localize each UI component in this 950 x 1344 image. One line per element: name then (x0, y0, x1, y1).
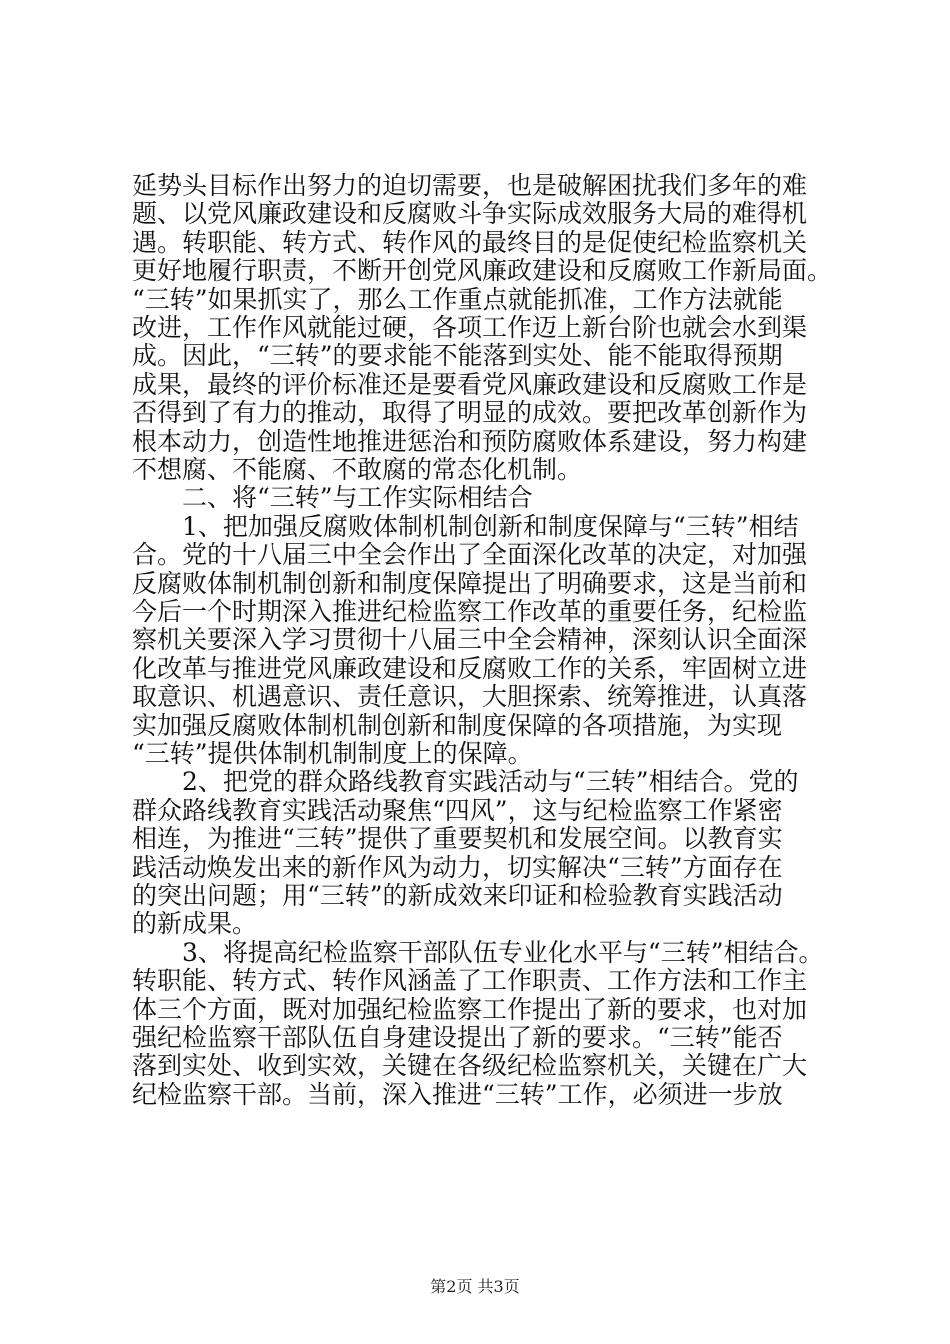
body-line-33: 纪检监察干部。当前，深入推进“三转”工作，必须进一步放 (132, 1079, 783, 1109)
body-line-2: 题、以党风廉政建设和反腐败斗争实际成效服务大局的难得机 (132, 199, 808, 229)
body-line-17: 察机关要深入学习贯彻十八届三中全会精神，深刻认识全面深 (132, 625, 808, 655)
body-line-25: 践活动焕发出来的新作风为动力，切实解决“三转”方面存在 (132, 852, 783, 882)
body-line-22: 2、把党的群众路线教育实践活动与“三转”相结合。党的 (132, 767, 799, 797)
body-line-11: 不想腐、不能腐、不敢腐的常态化机制。 (132, 455, 583, 484)
body-line-26: 的突出问题；用“三转”的新成效来印证和检验教育实践活动 (132, 881, 783, 910)
body-line-15: 反腐败体制机制创新和制度保障提出了明确要求，这是当前和 (132, 568, 808, 598)
body-line-28: 3、将提高纪检监察干部队伍专业化水平与“三转”相结合。 (132, 937, 824, 967)
body-line-10: 根本动力，创造性地推进惩治和预防腐败体系建设，努力构建 (132, 426, 808, 456)
body-line-19: 取意识、机遇意识、责任意识，大胆探索、统筹推进，认真落 (132, 682, 808, 712)
body-line-14: 合。党的十八届三中全会作出了全面深化改革的决定，对加强 (132, 540, 808, 570)
body-line-1: 延势头目标作出努力的迫切需要，也是破解困扰我们多年的难 (132, 171, 808, 200)
body-line-27: 的新成果。 (132, 909, 258, 939)
body-line-20: 实加强反腐败体制机制创新和制度保障的各项措施，为实现 (132, 710, 783, 740)
body-line-30: 体三个方面，既对加强纪检监察工作提出了新的要求，也对加 (132, 994, 808, 1024)
body-line-32: 落到实处、收到实效，关键在各级纪检监察机关，关键在广大 (132, 1051, 808, 1081)
body-line-18: 化改革与推进党风廉政建设和反腐败工作的关系，牢固树立进 (132, 653, 808, 683)
body-line-8: 成果，最终的评价标准还是要看党风廉政建设和反腐败工作是 (132, 369, 808, 399)
section-heading: 二、将“三转”与工作实际相结合 (132, 483, 533, 513)
body-line-7: 成。因此，“三转”的要求能不能落到实处、能不能取得预期 (132, 341, 783, 371)
body-line-24: 相连，为推进“三转”提供了重要契机和发展空间。以教育实 (132, 824, 783, 854)
page-footer: 第2页 共3页 (430, 1277, 520, 1296)
body-line-13: 1、把加强反腐败体制机制创新和制度保障与“三转”相结 (132, 511, 799, 541)
body-line-9: 否得到了有力的推动，取得了明显的成效。要把改革创新作为 (132, 398, 808, 428)
body-line-5: “三转”如果抓实了，那么工作重点就能抓准，工作方法就能 (132, 284, 783, 314)
body-line-29: 转职能、转方式、转作风涵盖了工作职责、工作方法和工作主 (132, 966, 808, 996)
body-line-23: 群众路线教育实践活动聚焦“四风”，这与纪检监察工作紧密 (132, 795, 783, 825)
body-line-31: 强纪检监察干部队伍自身建设提出了新的要求。“三转”能否 (132, 1023, 783, 1052)
body-line-21: “三转”提供体制机制制度上的保障。 (132, 739, 533, 768)
body-line-3: 遇。转职能、转方式、转作风的最终目的是促使纪检监察机关 (132, 227, 808, 257)
body-line-6: 改进，工作作风就能过硬，各项工作迈上新台阶也就会水到渠 (132, 313, 808, 342)
body-line-16: 今后一个时期深入推进纪检监察工作改革的重要任务，纪检监 (132, 597, 808, 626)
body-line-4: 更好地履行职责，不断开创党风廉政建设和反腐败工作新局面。 (132, 256, 833, 286)
